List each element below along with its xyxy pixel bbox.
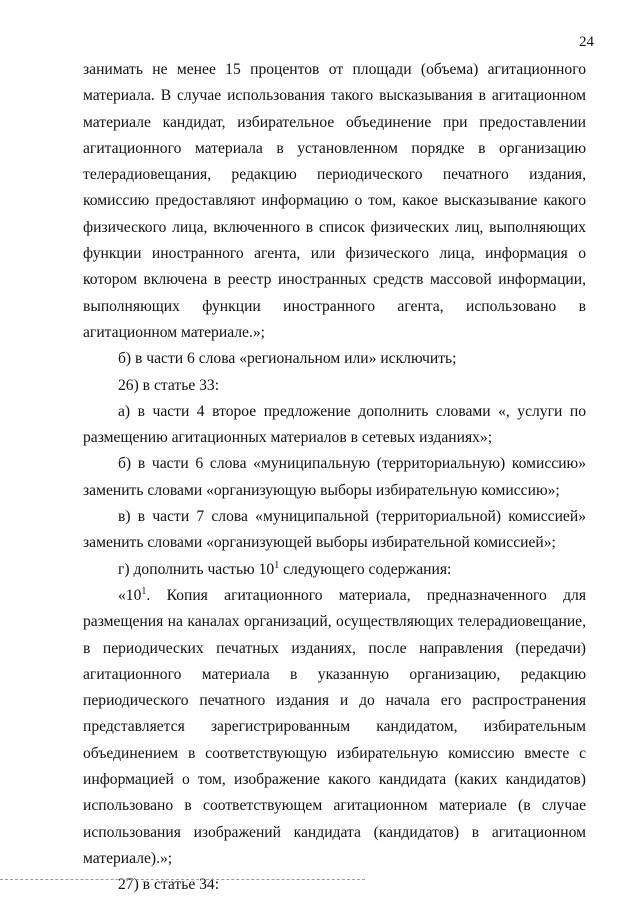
superscript: 1 bbox=[274, 559, 280, 571]
text-fragment: . Копия агитационного материала, предназначенного для размещения на каналах организаций, осуществляющих телерадиовещание, в периодических печатных изданиях, после направления (передачи) агитационного материала в указанную организацию, редакцию периодического печатного издания и до начала его распространения представляется зарегистрированным кандидатом, избирательным объединением в соответствующую избирательную комиссию вместе с информацией о том, изображение какого кандидата (каких кандидатов) использовано в соответствующем агитационном материале (в случае использования изображений кандидата (кандидатов) в агитационном материале).»; bbox=[83, 586, 586, 867]
superscript: 1 bbox=[141, 585, 147, 597]
paragraph-item-v-part7: в) в части 7 слова «муниципальной (территориальной) комиссией» заменить словами «организующей выборы избирательной комиссией»; bbox=[83, 508, 586, 552]
paragraph-continuation: занимать не менее 15 процентов от площади (объема) агитационного материала. В случае использования такого высказывания в агитационном материале кандидат, избирательное объединение при предоставлении агитационного материала в установленном порядке в организацию телерадиовещания, редакцию периодического печатного издания, комиссию предоставляют информацию о том, какое высказывание какого физического лица, включенного в список физических лиц, выполняющих функции иностранного агента, или физического лица, информация о котором включена в реестр иностранных средств массовой информации, выполняющих функции иностранного агента, использовано в агитационном материале.»; bbox=[83, 61, 586, 341]
paragraph-item-a-part4: а) в части 4 второе предложение дополнить словами «, услуги по размещению агитационных материалов в сетевых изданиях»; bbox=[83, 402, 586, 447]
paragraph-item-g-part10-1 bbox=[83, 557, 586, 583]
footer-divider bbox=[0, 879, 365, 880]
document-body bbox=[83, 57, 586, 899]
paragraph-item-27: 27) в статье 34: bbox=[118, 876, 220, 894]
page-number: 24 bbox=[579, 34, 594, 50]
paragraph-item-b-part6: б) в части 6 слова «региональном или» исключить; bbox=[118, 350, 457, 368]
paragraph-item-26: 26) в статье 33: bbox=[118, 376, 220, 394]
text-fragment: г) дополнить частью 10 bbox=[118, 560, 275, 578]
text-fragment: следующего содержания: bbox=[279, 560, 452, 578]
paragraph-item-b-part6-commission: б) в части 6 слова «муниципальную (территориальную) комиссию» заменить словами «организующую выборы избирательную комиссию»; bbox=[83, 455, 586, 499]
text-fragment: «10 bbox=[118, 586, 142, 604]
paragraph-part10-1-text bbox=[83, 583, 586, 872]
